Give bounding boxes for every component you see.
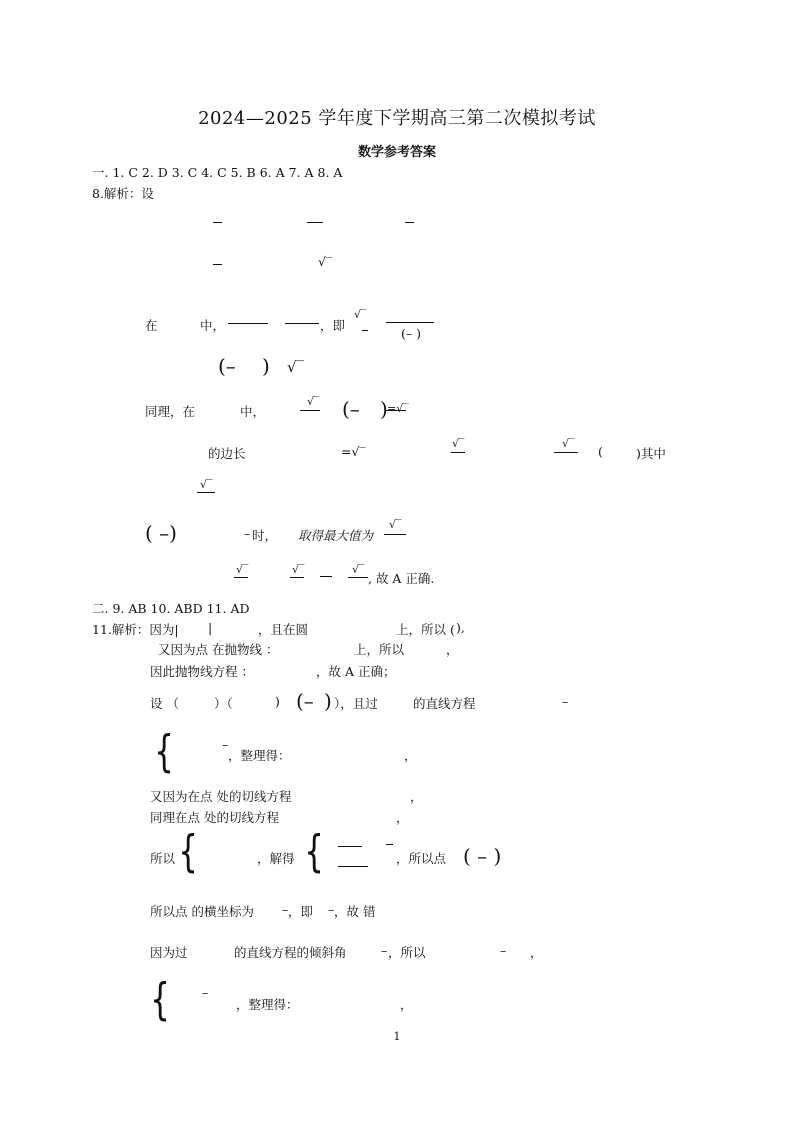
sqrt-symbol: √‾ bbox=[562, 437, 575, 450]
q11-line5b: ， bbox=[404, 748, 417, 763]
fraction-bar bbox=[285, 323, 319, 324]
answer-key-subtitle: 数学参考答案 bbox=[357, 145, 436, 160]
choice-answers: 一. 1. C 2. D 3. C 4. C 5. B 6. A 7. A 8. A bbox=[92, 165, 343, 180]
minus-sign: – bbox=[381, 943, 388, 958]
q8-text-qizhong: )其中 bbox=[636, 446, 666, 461]
paren-expr: (– bbox=[296, 689, 314, 713]
fraction-bar bbox=[197, 492, 215, 493]
fraction-bar bbox=[405, 222, 414, 223]
q11-line1b: | bbox=[208, 620, 213, 635]
fraction-bar bbox=[384, 534, 406, 535]
fraction-bar bbox=[300, 410, 320, 411]
sqrt-symbol: √‾ bbox=[200, 478, 213, 491]
paren-close: ) bbox=[262, 354, 270, 378]
q11-line4d: 的直线方程 bbox=[413, 696, 476, 711]
q11-line6a: 又因为在点 处的切线方程 bbox=[150, 789, 292, 804]
paren-expr: (– bbox=[342, 397, 360, 421]
sqrt-symbol: √‾ bbox=[292, 563, 305, 576]
exam-title: 2024—2025 学年度下学期高三第二次模拟考试 bbox=[198, 108, 596, 129]
fraction-bar bbox=[307, 222, 323, 223]
q11-line1e: ), bbox=[456, 620, 465, 635]
q11-line9b: ，即 bbox=[288, 904, 314, 919]
fraction-bar bbox=[228, 323, 268, 324]
fraction-bar bbox=[213, 264, 222, 265]
q11-line11a: ，整理得： bbox=[236, 997, 299, 1012]
fraction-bar bbox=[386, 844, 393, 845]
q8-text-shi: 时， bbox=[252, 528, 278, 543]
q8-conclusion: , 故 A 正确. bbox=[368, 571, 435, 586]
q11-line3b: ，故 A 正确； bbox=[316, 664, 396, 679]
sqrt-symbol: √‾ bbox=[389, 518, 402, 531]
q11-line6b: ， bbox=[410, 789, 423, 804]
paren-close: ) bbox=[275, 694, 280, 709]
minus-sign: – bbox=[562, 694, 569, 709]
left-brace-icon: { bbox=[304, 826, 324, 877]
sqrt-symbol: √‾ bbox=[307, 395, 320, 408]
minus-sign: – bbox=[328, 902, 335, 917]
sqrt-symbol: √‾ bbox=[354, 308, 367, 321]
q11-line7b: ， bbox=[396, 810, 409, 825]
q11-line5a: ，整理得： bbox=[228, 748, 291, 763]
q11-line10c: ，所以 bbox=[388, 945, 426, 960]
q8-text-zhong2: 中， bbox=[240, 404, 266, 419]
q8-text-shi-prefix: – bbox=[244, 526, 251, 541]
paren-close: ) bbox=[380, 397, 388, 421]
sqrt-symbol: √‾ bbox=[352, 563, 365, 576]
paren-expr: ( –) bbox=[145, 521, 177, 545]
q11-line2c: ， bbox=[446, 642, 459, 657]
left-brace-icon: { bbox=[178, 826, 198, 877]
q8-text-ji: ，即 bbox=[320, 318, 346, 333]
q11-line10a: 因为过 bbox=[150, 945, 188, 960]
fraction-bar bbox=[320, 576, 332, 577]
sqrt-symbol: √‾ bbox=[287, 358, 305, 376]
q8-text-tongli: 同理，在 bbox=[145, 404, 196, 419]
equals-sqrt: =√‾ bbox=[341, 444, 366, 459]
left-brace-icon: { bbox=[150, 974, 170, 1025]
q11-line8b: ，解得 bbox=[257, 851, 295, 866]
fraction-bar bbox=[234, 577, 248, 578]
page-number: 1 bbox=[393, 1030, 401, 1043]
q11-line2a: 又因为点 在抛物线 ： bbox=[158, 642, 279, 657]
q8-text-max: 取得最大值为 bbox=[298, 528, 374, 543]
q11-line4a: 设 （ bbox=[150, 696, 179, 711]
q8-intro: 8.解析：设 bbox=[92, 186, 154, 201]
fraction-bar bbox=[386, 410, 406, 411]
q11-line10d: ， bbox=[530, 945, 543, 960]
q11-line9a: 所以点 的横坐标为 bbox=[150, 904, 254, 919]
paren-expr: (– bbox=[218, 354, 236, 378]
fraction-bar bbox=[290, 577, 304, 578]
q11-line4b: ）（ bbox=[214, 696, 233, 711]
q11-line9c: ，故 错 bbox=[334, 904, 376, 919]
q11-line1d: 上，所以 ( bbox=[396, 622, 455, 637]
fraction-bar bbox=[213, 222, 222, 223]
sqrt-symbol: √‾ bbox=[236, 563, 249, 576]
equals-sqrt: =√‾ bbox=[387, 402, 409, 415]
multi-choice-answers: 二. 9. AB 10. ABD 11. AD bbox=[92, 601, 250, 616]
fraction-bar bbox=[338, 846, 362, 847]
q11-line3a: 因此抛物线方程 ： bbox=[150, 664, 254, 679]
q8-text-in: 在 bbox=[145, 318, 158, 333]
paren-expr: ( – ) bbox=[463, 844, 502, 868]
q11-line10b: 的直线方程的倾斜角 bbox=[234, 945, 347, 960]
fraction-bar bbox=[386, 322, 434, 323]
minus-sign: – bbox=[282, 902, 289, 917]
q11-line11b: ， bbox=[400, 997, 413, 1012]
fraction-bar bbox=[338, 866, 368, 867]
paren-expr: (– ) bbox=[401, 326, 421, 341]
q8-text-biānchang: 的边长 bbox=[208, 446, 246, 461]
left-brace-icon: { bbox=[154, 726, 174, 777]
q8-text-zhong: 中， bbox=[200, 318, 226, 333]
q11-line2b: 上，所以 bbox=[354, 642, 405, 657]
q11-line1c: ，且在圆 bbox=[258, 622, 309, 637]
q11-line8a: 所以 bbox=[150, 851, 176, 866]
q11-line7a: 同理在点 处的切线方程 bbox=[150, 810, 279, 825]
paren-open: ( bbox=[598, 444, 603, 459]
paren-close: ) bbox=[324, 689, 332, 713]
minus-sign: – bbox=[222, 737, 229, 752]
sqrt-symbol: √‾ bbox=[452, 437, 465, 450]
sqrt-symbol: √‾ bbox=[318, 254, 333, 269]
fraction-bar bbox=[451, 452, 465, 453]
q11-line1a: 11.解析：因为| bbox=[92, 622, 179, 637]
q11-line4c: ），且过 bbox=[334, 696, 378, 711]
fraction-bar bbox=[554, 452, 578, 453]
fraction-bar bbox=[362, 330, 368, 331]
q11-line8c: ，所以点 bbox=[396, 851, 447, 866]
fraction-bar bbox=[348, 577, 368, 578]
minus-sign: – bbox=[202, 985, 209, 1000]
minus-sign: – bbox=[500, 943, 507, 958]
